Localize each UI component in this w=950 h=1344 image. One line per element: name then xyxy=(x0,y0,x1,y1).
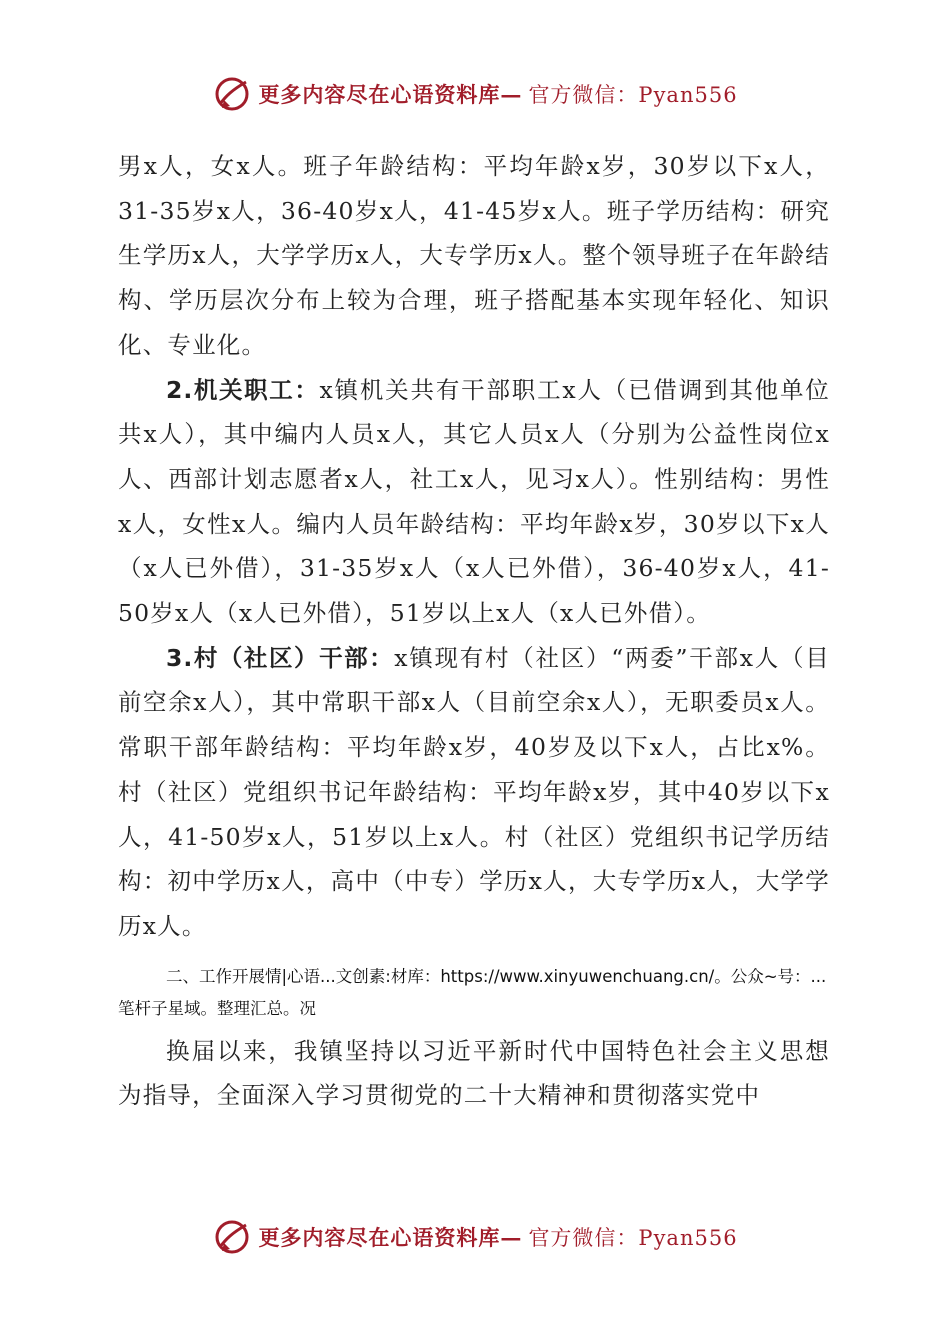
paragraph-staff xyxy=(118,368,830,636)
brush-logo-icon xyxy=(212,1217,252,1257)
paragraph-leadership: 男x人，女x人。班子年龄结构：平均年龄x岁，30岁以下x人，31-35岁x人，36-40岁x人，41-45岁x人。班子学历结构：研究生学历x人，大学学历x人，大专学历x人。整个领导班子在年龄结构、学历层次分布上较为合理，班子搭配基本实现年轻化、知识化、专业化。 xyxy=(118,152,830,359)
brand-text: 更多内容尽在心语资料库— xyxy=(258,1225,523,1250)
paragraph-staff-text: x镇机关共有干部职工x人（已借调到其他单位共x人），其中编内人员x人，其它人员x人（分别为公益性岗位x人、西部计划志愿者x人，社工x人，见习x人）。性别结构：男性x人，女性x人。编内人员年龄结构：平均年龄x岁，30岁以下x人（x人已外借），31-35岁x人（x人已外借），36-40岁x人，41-50岁x人（x人已外借），51岁以上x人（x人已外借）。 xyxy=(118,375,830,628)
section-heading-work: 二、工作开展情|心语...文创素:材库：https://www.xinyuwenchuang.cn/。公众~号：...笔杆子星域。整理汇总。况 xyxy=(118,966,827,1018)
brush-logo-icon xyxy=(212,74,252,114)
brand-text: 更多内容尽在心语资料库— xyxy=(258,82,523,107)
wechat-text: 官方微信：Pyan556 xyxy=(528,83,738,107)
section-label-village: 3.村（社区）干部： xyxy=(166,643,395,672)
paragraph-village-text: x镇现有村（社区）“两委”干部x人（目前空余x人），其中常职干部x人（目前空余x人），无职委员x人。常职干部年龄结构：平均年龄x岁，40岁及以下x人，占比x%。村（社区）党组织书记年龄结构：平均年龄x岁，其中40岁以下x人，41-50岁x人，51岁以上x人。村（社区）党组织书记学历结构：初中学历x人，高中（中专）学历x人，大专学历x人，大学学历x人。 xyxy=(118,643,831,940)
document-body xyxy=(118,144,830,1118)
footer-banner xyxy=(0,1215,950,1259)
section-label-staff: 2.机关职工： xyxy=(166,375,320,404)
paragraph-work-intro: 换届以来，我镇坚持以习近平新时代中国特色社会主义思想为指导，全面深入学习贯彻党的二十大精神和贯彻落实党中 xyxy=(118,1036,830,1110)
wechat-text: 官方微信：Pyan556 xyxy=(528,1226,738,1250)
paragraph-village-cadres xyxy=(118,636,830,949)
header-banner xyxy=(0,72,950,116)
